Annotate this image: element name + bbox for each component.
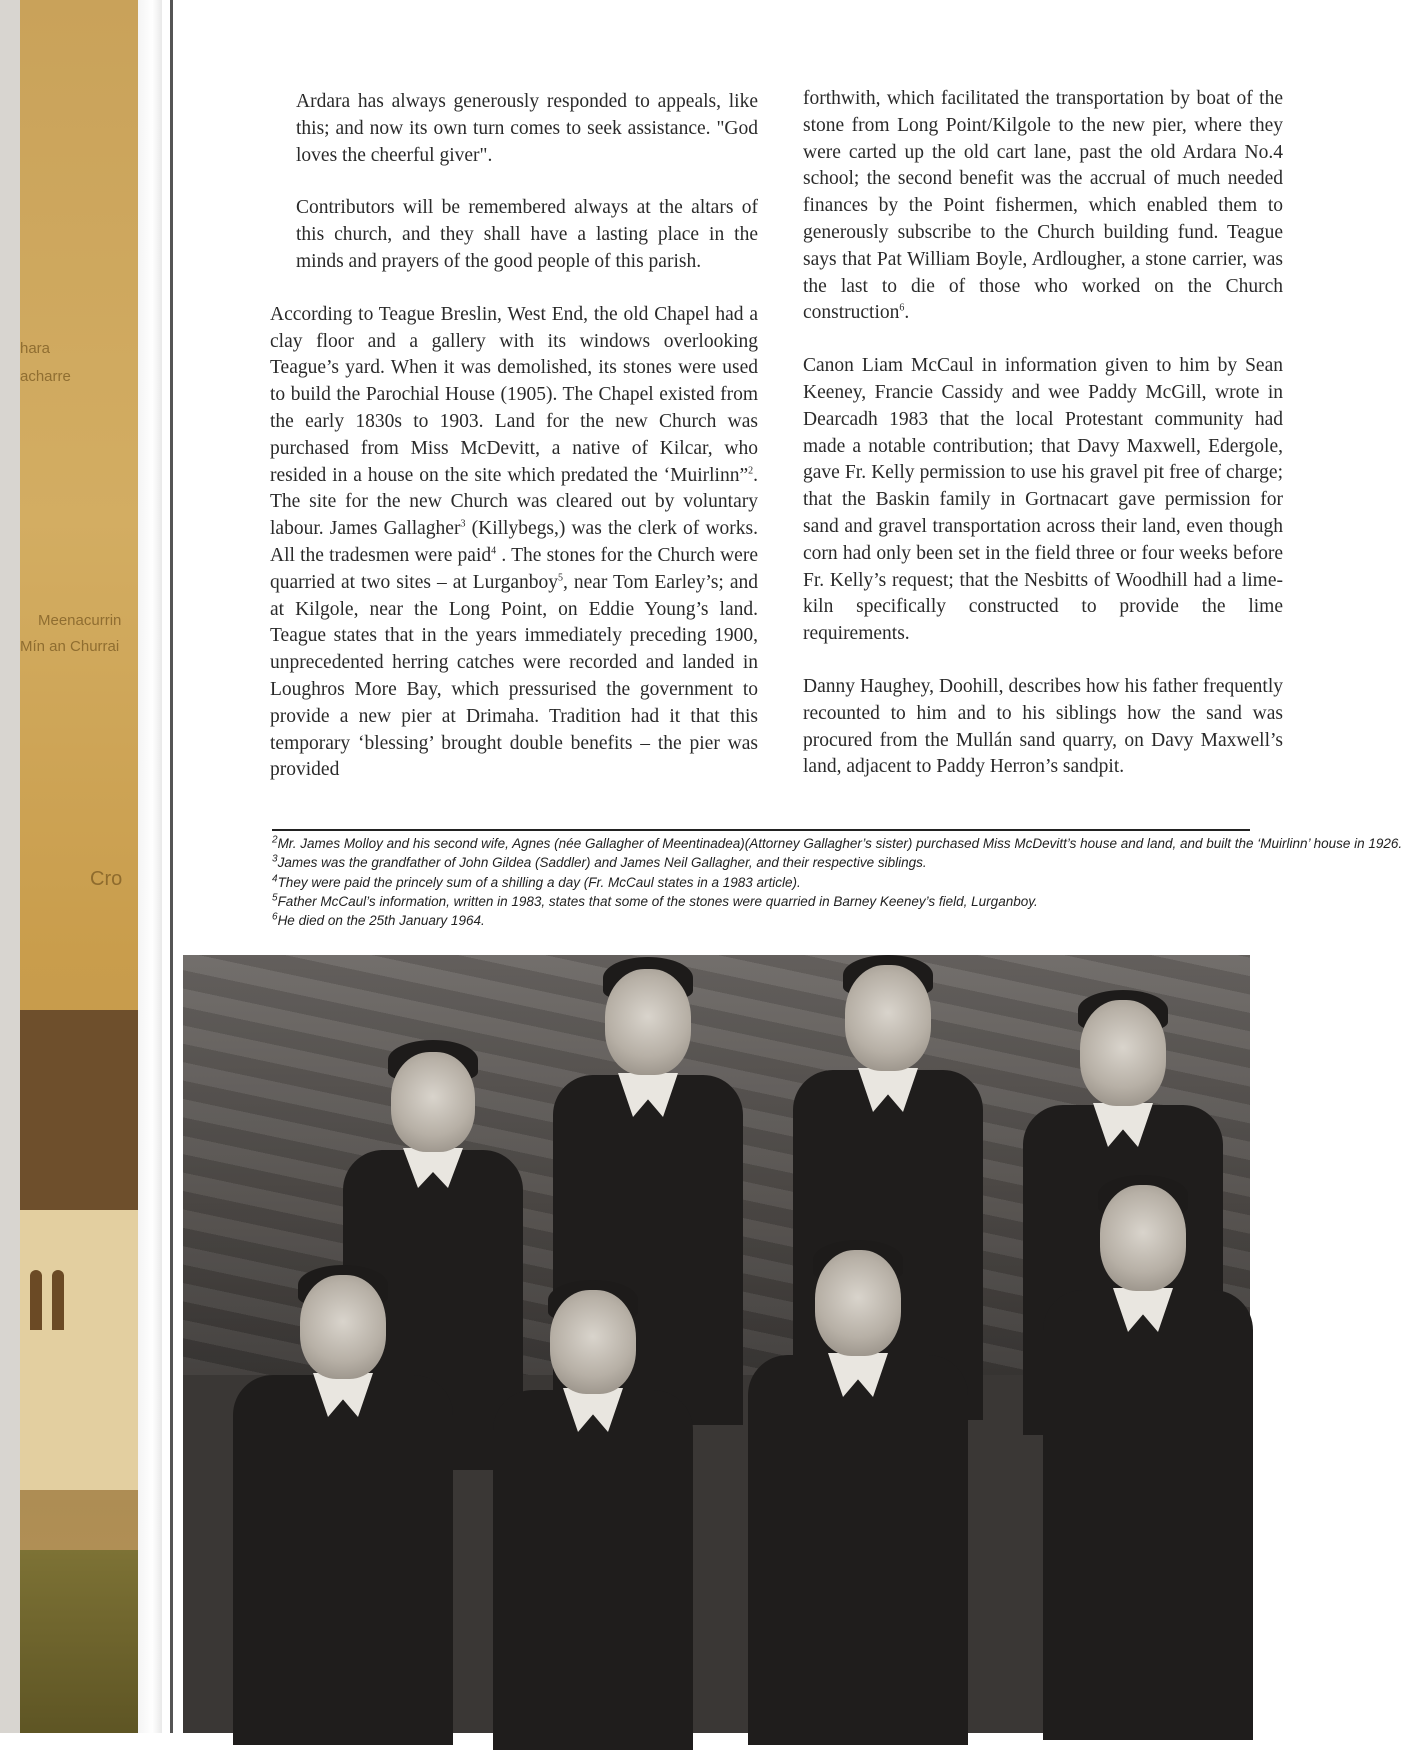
person-front-4 [1033, 1175, 1253, 1735]
text-run: , near Tom Earley’s; and at Kilgole, near the Long Point, on Eddie Young’s land. Teague states that in the years immediately preceding 1900, unprecedented herring catches were recorded and landed in Loughros More Bay, which pressurised the government to provide a new pier at Drimaha. Tradition had it that this temporary ‘blessing’ brought double benefits – the pier was provided [270, 571, 758, 781]
footnote-number: 5 [272, 892, 278, 904]
footnote-mark: 5 [557, 572, 563, 584]
left-margin [0, 0, 20, 1733]
footnote-mark: 2 [748, 465, 754, 477]
text-run: According to Teague Breslin, West End, the old Chapel had a clay floor and a gallery with its windows overlooking Teague’s yard. When it was demolished, its stones were used to build the Parochial House (1905). The Chapel existed from the early 1830s to 1903. Land for the new Church was purchased from Miss McDevitt, a native of Kilcar, who resided in a house on the site which predated the ‘Muirlinn” [270, 303, 758, 486]
footnote [272, 892, 1250, 911]
footnote-rule [272, 829, 1250, 831]
group-photograph [183, 955, 1250, 1733]
map-label: Cro [90, 868, 123, 890]
person-front-3 [738, 1240, 978, 1740]
map-label: acharre [20, 368, 71, 385]
footnote-mark: 3 [460, 518, 466, 530]
mccaul-paragraph: Canon Liam McCaul in information given to him by Sean Keeney, Francie Cassidy and wee Paddy McGill, wrote in Dearcadh 1983 that the local Protestant community had made a notable contribution; that Davy Maxwell, Edergole, gave Fr. Kelly permission to use his gravel pit free of charge; that the Baskin family in Gortnacart gave permission for sand and gravel transportation across their land, even though corn had only been set in the field three or four weeks before Fr. Kelly’s request; that the Nesbitts of Woodhill had a lime-kiln specifically constructed to provide the lime requirements. [803, 355, 1283, 645]
footnote-number: 3 [272, 853, 278, 865]
footnote [272, 853, 1250, 872]
footnote [272, 834, 1402, 853]
footnote-mark: 4 [491, 545, 497, 557]
page-gutter [138, 0, 162, 1733]
footnote-text: Mr. James Molloy and his second wife, Agnes (née Gallagher of Meentinadea)(Attorney Gallagher’s sister) purchased Miss McDevitt’s house and land, and built the ‘Muirlinn’ house in 1926. [277, 836, 1402, 851]
footnote [272, 911, 1250, 930]
footnotes [272, 834, 1402, 930]
text-run: . The site for the new Church was cleared out by voluntary labour. James Gallagher [270, 464, 758, 540]
adjacent-page-strip [20, 0, 138, 1733]
left-text-column [270, 89, 758, 784]
church-wall [20, 1210, 138, 1490]
text-run: forthwith, which facilitated the transportation by boat of the stone from Long Point/Kilgole to the new pier, where they were carted up the old cart lane, past the old Ardara No.4 school; the second benefit was the accrual of much needed finances by the Point fishermen, which enabled them to generously subscribe to the Church building fund. Teague says that Pat William Boyle, Ardlougher, a stone carrier, was the last to die of those who worked on the Church construction [803, 88, 1283, 324]
grass [20, 1550, 138, 1733]
church-window [30, 1270, 42, 1330]
contributors-paragraph: Contributors will be remembered always at the altars of this church, and they shall have a lasting place in the minds and prayers of the good people of this parish. [296, 197, 758, 272]
continuation-paragraph [803, 86, 1283, 327]
footnote-number: 6 [272, 911, 278, 923]
person-front-1 [223, 1265, 463, 1735]
footnote-number: 2 [272, 834, 278, 846]
breslin-paragraph [270, 302, 758, 784]
footnote-number: 4 [272, 873, 278, 885]
spine-line [170, 0, 173, 1733]
haughey-paragraph: Danny Haughey, Doohill, describes how his father frequently recounted to him and to his siblings how the sand was procured from the Mullán sand quarry, on Davy Maxwell’s land, adjacent to Paddy Herron’s sandpit. [803, 675, 1283, 778]
footnote-text: Father McCaul’s information, written in 1983, states that some of the stones were quarried in Barney Keeney’s field, Lurganboy. [277, 893, 1038, 909]
footnote-mark: 6 [899, 302, 905, 314]
church-window [52, 1270, 64, 1330]
church-roof [20, 1010, 138, 1210]
map-label: hara [20, 340, 51, 357]
text-run: . [904, 302, 910, 324]
map-label: Meenacurrin [38, 612, 122, 629]
footnote-text: He died on the 25th January 1964. [277, 913, 485, 929]
church-photo [20, 1010, 138, 1550]
map-label: Mín an Churrai [20, 638, 120, 655]
footnote-text: James was the grandfather of John Gildea (Saddler) and James Neil Gallagher, and their respective siblings. [277, 855, 927, 871]
appeal-paragraph: Ardara has always generously responded to appeals, like this; and now its own turn comes to seek assistance. "God loves the cheerful giver". [296, 91, 758, 166]
text-run: . The stones for the Church were quarried at two sites – at Lurganboy [270, 544, 758, 593]
footnote [272, 873, 1250, 892]
footnote-text: They were paid the princely sum of a shilling a day (Fr. McCaul states in a 1983 article). [277, 874, 801, 890]
text-run: (Killybegs,) was the clerk of works. All the tradesmen were paid [270, 518, 758, 566]
person-front-2 [483, 1280, 703, 1740]
right-text-column [803, 86, 1283, 781]
